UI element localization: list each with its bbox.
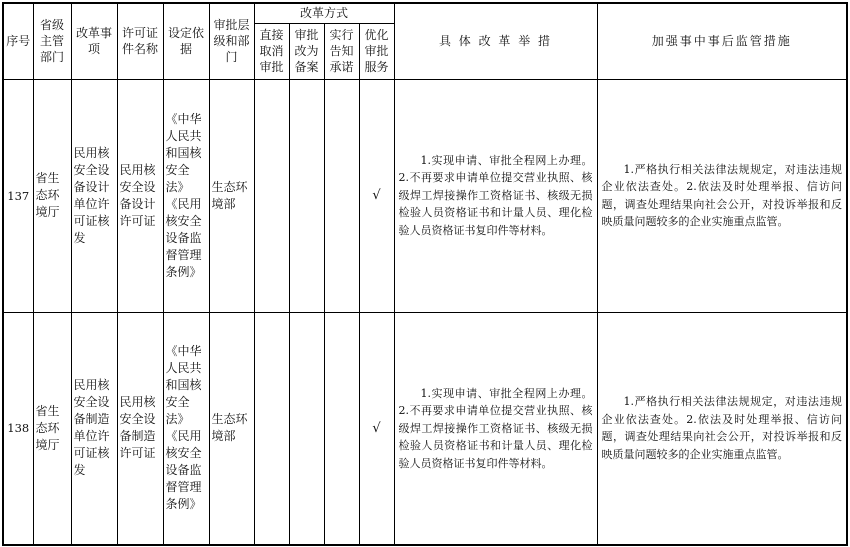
row-supervision: 1.严格执行相关法律法规规定，对违法违规企业依法查处。2.依法及时处理举报、信访问题，调查处理结果向社会公开，对投诉举报和反映质量问题较多的企业实施重点监管。: [597, 312, 847, 545]
header-method-optimize: 优化审批服务: [359, 23, 394, 79]
header-seq: 序号: [3, 3, 33, 79]
header-method-promise: 实行告知承诺: [324, 23, 359, 79]
row-method-cancel: [254, 312, 289, 545]
row-method-record: [289, 312, 324, 545]
row-measures: 1.实现申请、审批全程网上办理。2.不再要求申请单位提交营业执照、核级焊工焊接操作工资格证书、核级无损检验人员资格证书和计量人员、理化检验人员资格证书复印件等材料。: [394, 312, 597, 545]
header-method-record: 审批改为备案: [289, 23, 324, 79]
header-measures: 具 体 改 革 举 措: [394, 3, 597, 79]
row-method-optimize-check: √: [359, 312, 394, 545]
header-basis: 设定依据: [163, 3, 209, 79]
table-row: [3, 312, 847, 545]
row-level: 生态环境部: [209, 79, 254, 312]
row-basis: 《中华人民共和国核安全法》《民用核安全设备监督管理条例》: [163, 312, 209, 545]
row-dept: 省生态环境厅: [33, 312, 71, 545]
row-license: 民用核安全设备制造许可证: [117, 312, 163, 545]
row-method-promise: [324, 312, 359, 545]
header-row-1: [3, 3, 847, 23]
header-supervision: 加强事中事后监管措施: [597, 3, 847, 79]
header-item: 改革事项: [71, 3, 117, 79]
header-level: 审批层级和部门: [209, 3, 254, 79]
row-method-record: [289, 79, 324, 312]
header-method-cancel: 直接取消审批: [254, 23, 289, 79]
row-supervision: 1.严格执行相关法律法规规定，对违法违规企业依法查处。2.依法及时处理举报、信访问题，调查处理结果向社会公开，对投诉举报和反映质量问题较多的企业实施重点监管。: [597, 79, 847, 312]
row-level: 生态环境部: [209, 312, 254, 545]
header-dept: 省级主管部门: [33, 3, 71, 79]
row-basis: 《中华人民共和国核安全法》《民用核安全设备监督管理条例》: [163, 79, 209, 312]
row-license: 民用核安全设备设计许可证: [117, 79, 163, 312]
row-method-optimize-check: √: [359, 79, 394, 312]
header-license: 许可证件名称: [117, 3, 163, 79]
row-measures: 1.实现申请、审批全程网上办理。2.不再要求申请单位提交营业执照、核级焊工焊接操作工资格证书、核级无损检验人员资格证书和计量人员、理化检验人员资格证书复印件等材料。: [394, 79, 597, 312]
header-reform-group: 改革方式: [254, 3, 394, 23]
table-row: [3, 79, 847, 312]
reform-table: [2, 2, 848, 546]
row-item: 民用核安全设备设计单位许可证核发: [71, 79, 117, 312]
row-dept: 省生态环境厅: [33, 79, 71, 312]
row-item: 民用核安全设备制造单位许可证核发: [71, 312, 117, 545]
row-method-promise: [324, 79, 359, 312]
row-method-cancel: [254, 79, 289, 312]
row-seq: 138: [3, 312, 33, 545]
row-seq: 137: [3, 79, 33, 312]
